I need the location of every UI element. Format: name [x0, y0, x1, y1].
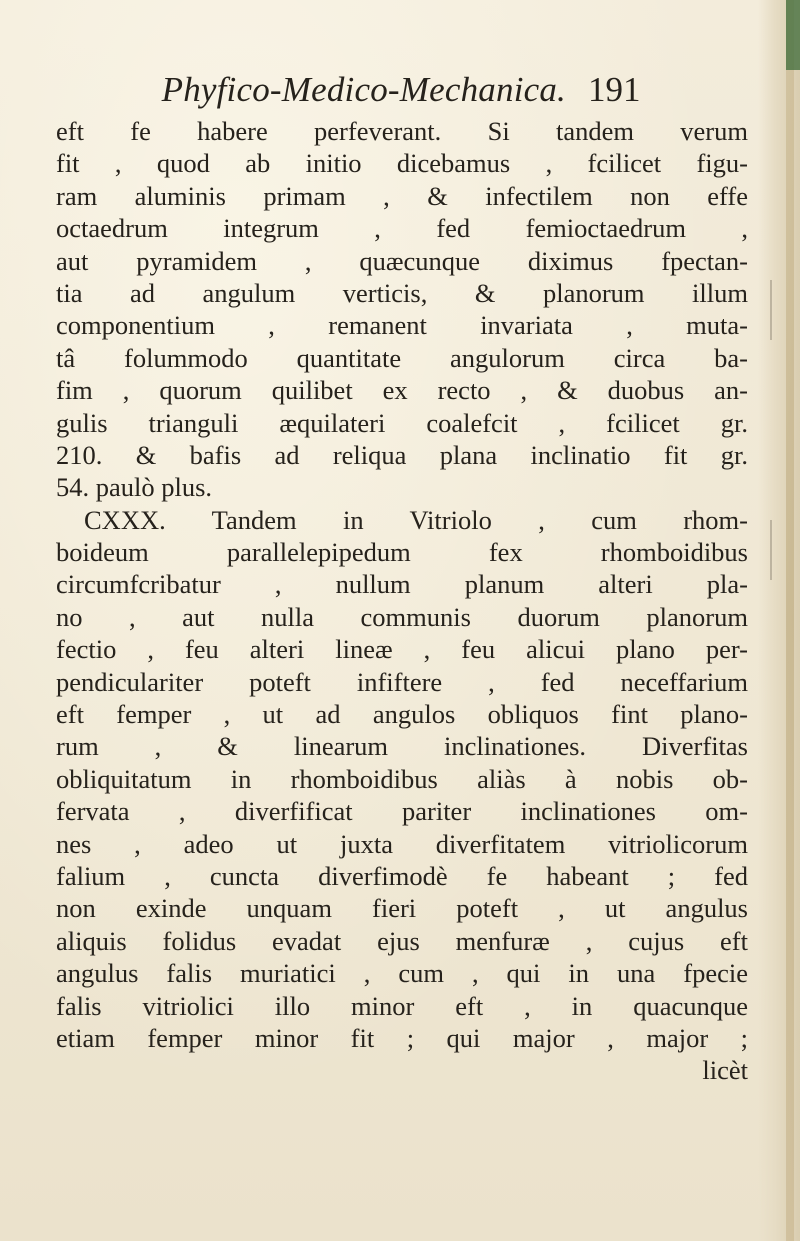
text-line: fit , quod ab initio dicebamus , fcilicet figu- — [56, 148, 748, 179]
text-line: angulus falis muriatici , cum , qui in una fpecie — [56, 958, 748, 989]
text-line: aliquis folidus evadat ejus menfuræ , cujus eft — [56, 925, 748, 956]
running-head — [96, 70, 716, 114]
text-line: fim , quorum quilibet ex recto , & duobus an- — [56, 375, 748, 406]
text-line: tia ad angulum verticis, & planorum illum — [56, 277, 748, 308]
show-through-mark — [770, 520, 790, 580]
text-line: componentium , remanent invariata , muta- — [56, 310, 748, 341]
text-line: gulis trianguli æquilateri coalefcit , fcilicet gr. — [56, 407, 748, 438]
text-line: etiam femper minor fit ; qui major , major ; — [56, 1022, 748, 1053]
text-line: ram aluminis primam , & infectilem non effe — [56, 180, 748, 211]
catchword: licèt — [702, 1055, 748, 1086]
text-line: 54. paulò plus. — [56, 472, 213, 503]
text-line: boideum parallelepipedum fex rhomboidibus — [56, 537, 748, 568]
text-line: obliquitatum in rhomboidibus aliàs à nobis ob- — [56, 763, 748, 794]
text-line: fervata , diverfificat pariter inclinationes om- — [56, 796, 748, 827]
text-line: pendiculariter poteft infiftere , fed neceffarium — [56, 666, 748, 697]
page-edge-strip — [786, 0, 794, 1241]
text-line: nes , adeo ut juxta diverfitatem vitriolicorum — [56, 828, 748, 859]
text-line: rum , & linearum inclinationes. Diverfitas — [56, 731, 748, 762]
text-line: fectio , feu alteri lineæ , feu alicui plano per- — [56, 634, 748, 665]
text-line: circumfcribatur , nullum planum alteri pla- — [56, 569, 748, 600]
text-line: eft femper , ut ad angulos obliquos fint plano- — [56, 699, 748, 730]
text-line: 210. & bafis ad reliqua plana inclinatio fit gr. — [56, 439, 748, 470]
text-line: no , aut nulla communis duorum planorum — [56, 601, 748, 632]
running-title: Phyfico-Medico-Mechanica. — [161, 70, 566, 109]
text-line: falis vitriolici illo minor eft , in quacunque — [56, 990, 748, 1021]
body-text — [56, 115, 748, 1087]
text-line: octaedrum integrum , fed femioctaedrum , — [56, 213, 748, 244]
text-line: falium , cuncta diverfimodè fe habeant ; fed — [56, 860, 748, 891]
show-through-mark — [770, 280, 790, 340]
text-line: non exinde unquam fieri poteft , ut angulus — [56, 893, 748, 924]
section-heading-line: CXXX. Tandem in Vitriolo , cum rhom- — [84, 504, 748, 535]
text-line: aut pyramidem , quæcunque diximus fpectan- — [56, 245, 748, 276]
text-line: eft fe habere perfeverant. Si tandem verum — [56, 116, 748, 146]
binding-mark — [786, 0, 800, 70]
page-number: 191 — [588, 70, 641, 109]
text-line: tâ folummodo quantitate angulorum circa ba- — [56, 342, 748, 373]
